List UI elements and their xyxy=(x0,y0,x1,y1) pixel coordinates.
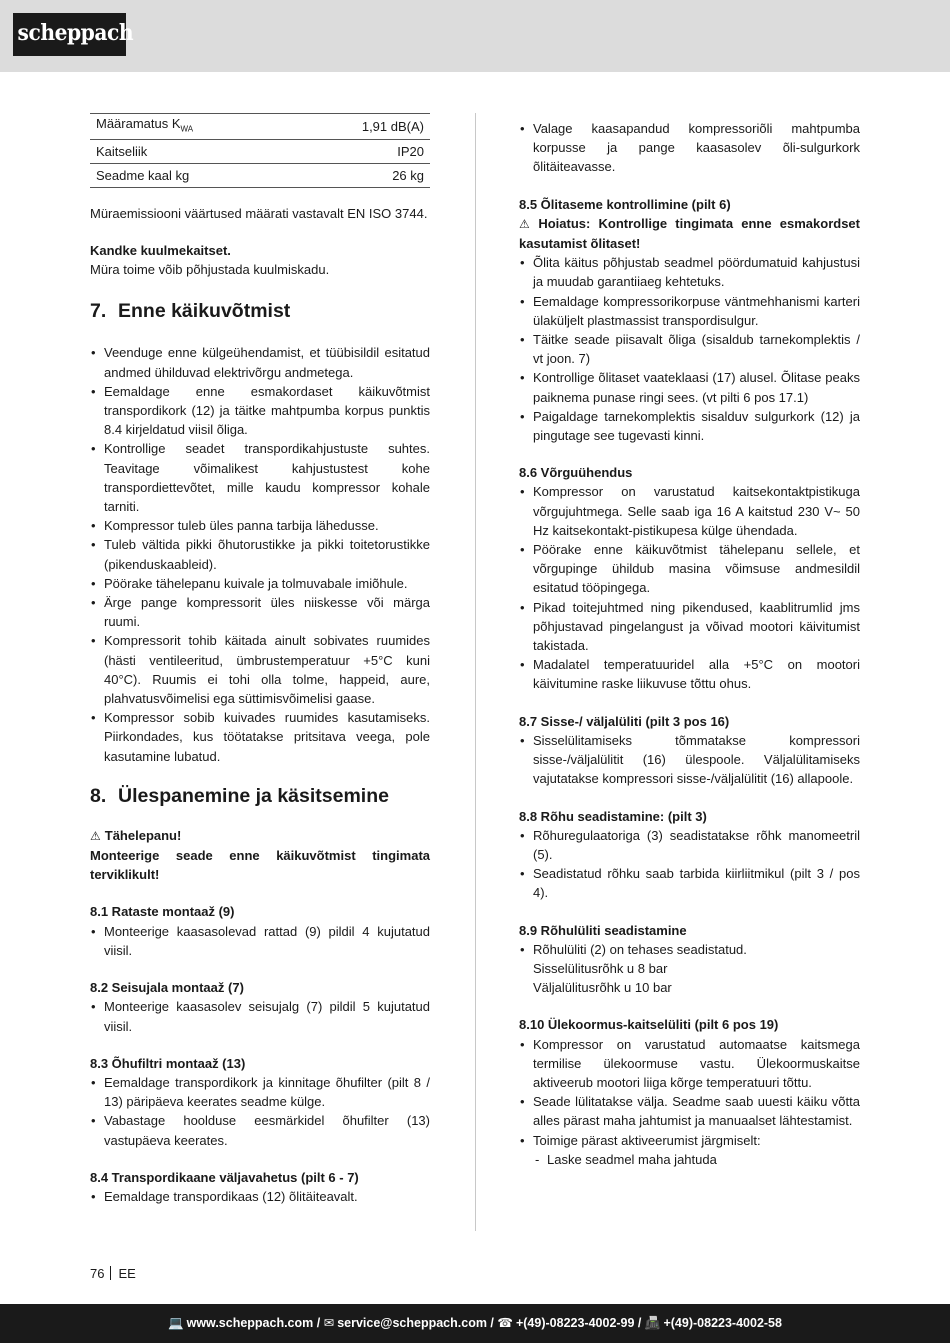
list-item: • Toimige pärast aktiveerumist järgmiselt: xyxy=(519,1131,860,1150)
attention-text: Monteerige seade enne käikuvõtmist tingimata terviklikult! xyxy=(90,848,430,883)
spec-label: Määramatus $K_{WA}$ xyxy=(90,114,292,140)
list-item: • Kompressor sobib kuivades ruumides kasutamiseks. Piirkondades, kus töötatakse pritsitava veega, pole kasutamine lubatud. xyxy=(90,708,430,766)
list-item: • Rõhuregulaatoriga (3) seadistatakse rõhk manomeetril (5). xyxy=(519,826,860,864)
fax-icon: 📠 xyxy=(644,1316,661,1330)
hearing-protection-text: Müra toime võib põhjustada kuulmiskadu. xyxy=(90,262,330,278)
computer-icon: 💻 xyxy=(168,1316,184,1330)
attention-heading: ⚠ Tähelepanu! xyxy=(90,827,182,843)
list-item: • Vabastage hoolduse eesmärkidel õhufilter (13) vastupäeva keerates. xyxy=(90,1111,430,1149)
list-item: • Pöörake enne käikuvõtmist tähelepanu sellele, et võrgupinge ühildub masina võimsuse andmesildil esitatud tööpingega. xyxy=(519,540,860,598)
section-8-10-list xyxy=(519,1035,860,1150)
footer-email-link[interactable]: service@scheppach.com / xyxy=(337,1316,494,1330)
left-column xyxy=(90,113,430,1206)
section-8-8-list xyxy=(519,826,860,903)
list-item: • Täitke seade piisavalt õliga (sisaldub tarnekomplektis / vt joon. 7) xyxy=(519,330,860,368)
header-band xyxy=(0,0,950,72)
oil-warning: ⚠ Hoiatus: Kontrollige tingimata enne esmakordset kasutamist õlitaset! xyxy=(519,215,860,252)
page-number-value: 76 xyxy=(90,1266,105,1281)
list-item: • Paigaldage tarnekomplektis sisalduv sulgurkork (12) ja pingutage see tugevasti kinni. xyxy=(519,407,860,445)
list-item: • Kompressorit tohib käitada ainult sobivates ruumides (hästi ventileeritud, ümbrustemperatuur +5°C kuni 40°C). Ruumis ei tohi olla tolme, happeid, aure, plahvatusvõimelisi ega süttimisvõimelisi gaase. xyxy=(90,631,430,708)
section-8-9-heading: 8.9 Rõhulüliti seadistamine xyxy=(519,922,687,938)
list-item: • Õlita käitus põhjustab seadmel pöördumatuid kahjustusi ja muudab garantiiaeg kehtetuks. xyxy=(519,253,860,291)
list-item: • Kontrollige õlitaset vaateklaasi (17) alusel. Õlitase peaks paiknema punase ringi sees. (vt pilti 6 pos 17.1) xyxy=(519,368,860,406)
list-item: • Monteerige kaasasolevad rattad (9) pildil 4 kujutatud viisil. xyxy=(90,922,430,960)
page-number-divider xyxy=(110,1266,111,1280)
list-item: • Kompressor tuleb üles panna tarbija lähedusse. xyxy=(90,516,430,535)
spec-label: Kaitseliik xyxy=(90,139,292,163)
table-row xyxy=(90,114,430,140)
list-item: • Sisselülitamiseks tõmmatakse kompressori sisse-/väljalülitit (16) ülespoole. Väljalülitamiseks vajutatakse kompressori sisse-/väljalülitit (16) allapoole. xyxy=(519,731,860,789)
section-8-6-list xyxy=(519,482,860,693)
list-item: • Madalatel temperatuuridel alla +5°C on mootori käivitumine raske liikuvuse tõttu ohus. xyxy=(519,655,860,693)
list-item: • Ärge pange kompressorit üles niiskesse või märga ruumi. xyxy=(90,593,430,631)
list-item: • Veenduge enne külgeühendamist, et tüübisildil esitatud andmed ühilduvad elektrivõrgu andmetega. xyxy=(90,343,430,381)
language-code: EE xyxy=(118,1266,136,1281)
list-item: • Seadistatud rõhku saab tarbida kiirliitmikul (pilt 3 / pos 4). xyxy=(519,864,860,902)
list-item: • Eemaldage kompressorikorpuse väntmehhanismi karteri ülaküljelt plastmassist transpordisulgur. xyxy=(519,292,860,330)
hearing-protection-heading: Kandke kuulmekaitset. xyxy=(90,243,231,258)
section-8-7-heading: 8.7 Sisse-/ väljalüliti (pilt 3 pos 16) xyxy=(519,713,730,729)
section-8-6-heading: 8.6 Võrguühendus xyxy=(519,465,633,481)
section-8-7-list xyxy=(519,731,860,789)
section-8-4-list xyxy=(90,1187,430,1206)
warning-triangle-icon: ⚠ xyxy=(519,216,535,231)
list-item: • Tuleb vältida pikki õhutorustikke ja pikki toitetorustikke (pikenduskaableid). xyxy=(90,535,430,573)
logo-text: scheppach xyxy=(17,20,134,46)
spec-value: 1,91 dB(A) xyxy=(292,114,430,140)
section-8-3-list xyxy=(90,1073,430,1150)
spec-label: Seadme kaal kg xyxy=(90,163,292,187)
section-8-5-heading: 8.5 Õlitaseme kontrollimine (pilt 6) xyxy=(519,196,731,212)
footer-bar xyxy=(0,1304,950,1343)
telephone-icon: ☎ xyxy=(497,1316,513,1330)
envelope-icon: ✉ xyxy=(323,1316,335,1330)
section-8-1-list xyxy=(90,922,430,960)
footer-fax: +(49)-08223-4002-58 xyxy=(663,1316,782,1330)
switch-on-pressure: Sisselülitusrõhk u 8 bar xyxy=(533,960,668,976)
table-row xyxy=(90,163,430,187)
page-number xyxy=(90,1265,136,1283)
noise-note: Müraemissiooni väärtused määrati vastavalt EN ISO 3744. xyxy=(90,205,428,221)
section-8-1-heading: 8.1 Rataste montaaž (9) xyxy=(90,904,235,920)
section-7-list xyxy=(90,343,430,765)
table-row xyxy=(90,139,430,163)
spec-table xyxy=(90,113,430,188)
section-8-2-list xyxy=(90,997,430,1035)
section-8-9-list xyxy=(519,940,860,959)
footer-phone: +(49)-08223-4002-99 / xyxy=(515,1316,642,1330)
warning-triangle-icon: ⚠ xyxy=(90,828,101,843)
column-divider xyxy=(475,113,476,1231)
list-item: • Pikad toitejuhtmed ning pikendused, kaablitrumlid jms põhjustavad pingelangust ja võivad mootori käivitumist takistada. xyxy=(519,598,860,656)
section-8-heading: 8. Ülespanemine ja käsitsemine xyxy=(90,784,389,807)
list-item: • Monteerige kaasasolev seisujalg (7) pildil 5 kujutatud viisil. xyxy=(90,997,430,1035)
section-8-5-list xyxy=(519,253,860,445)
section-8-8-heading: 8.8 Rõhu seadistamine: (pilt 3) xyxy=(519,808,707,824)
dash-item: - Laske seadmel maha jahtuda xyxy=(519,1150,860,1169)
spec-value: 26 kg xyxy=(292,163,430,187)
section-8-4-heading: 8.4 Transpordikaane väljavahetus (pilt 6 - 7) xyxy=(90,1169,359,1185)
list-item: • Eemaldage transpordikork ja kinnitage õhufilter (pilt 8 / 13) päripäeva keerates seadme külge. xyxy=(90,1073,430,1111)
list-item: • Valage kaasapandud kompressoriõli mahtpumba korpusse ja pange kaasasolev õli-sulgurkork õlitäiteavasse. xyxy=(519,119,860,177)
section-8-4-continued-list xyxy=(519,119,860,177)
section-8-2-heading: 8.2 Seisujala montaaž (7) xyxy=(90,980,244,996)
footer-web-link[interactable]: www.scheppach.com / xyxy=(186,1316,321,1330)
list-item: • Kompressor on varustatud automaatse kaitsmega termilise ülekoormuse vastu. Ülekoormuskaitse aktiveerub mootori liiga kõrge temperatuuri tõttu. xyxy=(519,1035,860,1093)
list-item: • Rõhulüliti (2) on tehases seadistatud. xyxy=(519,940,860,959)
list-item: • Kontrollige seadet transpordikahjustuste suhtes. Teavitage võimalikest kahjustustest kohe transpordiettevõtet, mille kaudu kompressor kohale tarniti. xyxy=(90,439,430,516)
footer-contacts xyxy=(0,1304,950,1343)
section-7-heading: 7. Enne käikuvõtmist xyxy=(90,300,291,323)
spec-value: IP20 xyxy=(292,139,430,163)
list-item: • Seade lülitatakse välja. Seadme saab uuesti käiku võtta alles pärast maha jahtumist ja manuaalset lähtestamist. xyxy=(519,1092,860,1130)
list-item: • Eemaldage transpordikaas (12) õlitäiteavalt. xyxy=(90,1187,430,1206)
right-column xyxy=(519,119,860,1169)
list-item: • Eemaldage enne esmakordaset käikuvõtmist transpordikork (12) ja täitke mahtpumba korpus punktis 8.4 kirjeldatud viisil õliga. xyxy=(90,382,430,440)
scheppach-logo xyxy=(13,13,134,56)
switch-off-pressure: Väljalülitusrõhk u 10 bar xyxy=(533,980,672,996)
list-item: • Pöörake tähelepanu kuivale ja tolmuvabale imiõhule. xyxy=(90,574,430,593)
section-8-10-heading: 8.10 Ülekoormus-kaitselüliti (pilt 6 pos 19) xyxy=(519,1017,779,1033)
list-item: • Kompressor on varustatud kaitsekontaktpistikuga võrgujuhtmega. Selle saab iga 16 A kaitstud 230 V~ 50 Hz kaitsekontakt-pistikupesa külge ühendada. xyxy=(519,482,860,540)
section-8-3-heading: 8.3 Õhufiltri montaaž (13) xyxy=(90,1055,246,1071)
